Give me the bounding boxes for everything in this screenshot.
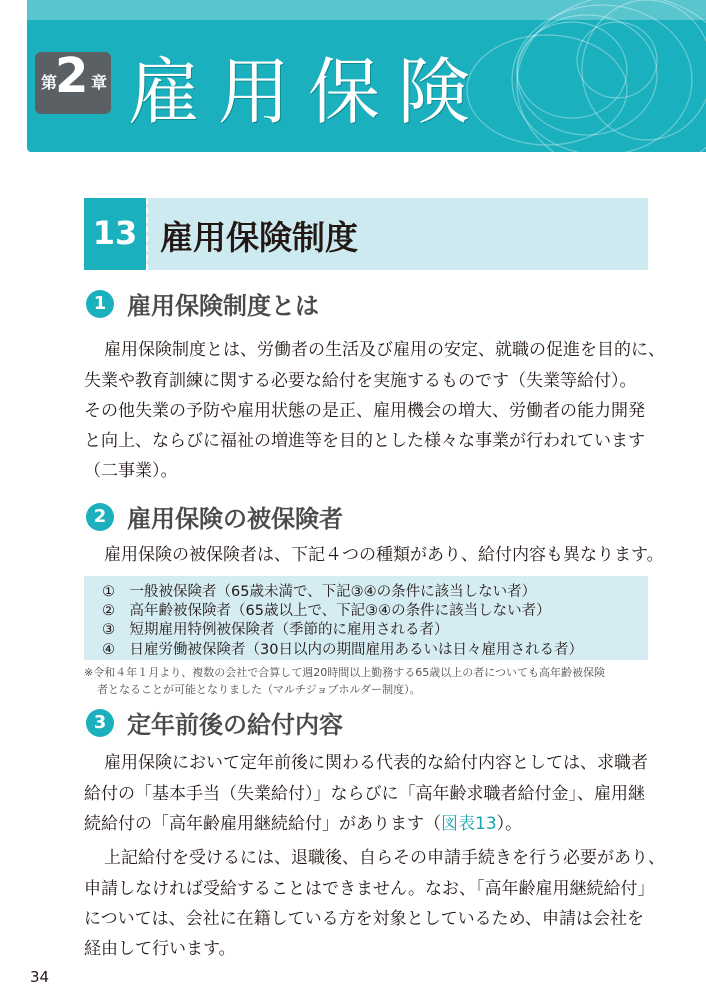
paragraph-line: 失業や教育訓練に関する必要な給付を実施するものです（失業等給付）。 (84, 371, 637, 391)
subsection-title-1: 雇用保険制度とは (127, 292, 319, 320)
chapter-prefix: 第 (41, 73, 58, 92)
paragraph-line: 雇用保険において定年前後に関わる代表的な給付内容としては、求職者 (104, 753, 648, 773)
page-number: 34 (30, 968, 50, 986)
section-title: 雇用保険制度 (160, 218, 358, 257)
footnote-line: ※令和４年１月より、複数の会社で合算して週20時間以上勤務する65歳以上の者についても高年齢被保険 (84, 666, 605, 679)
paragraph-line: 雇用保険制度とは、労働者の生活及び雇用の安定、就職の促進を目的に、 (104, 340, 665, 360)
paragraph-line: 雇用保険の被保険者は、下記４つの種類があり、給付内容も異なります。 (104, 545, 664, 565)
chapter-title: 雇用保険 (128, 50, 489, 134)
list-item: ③ 短期雇用特例被保険者（季節的に雇用される者） (102, 622, 449, 638)
paragraph-line: 経由して行います。 (84, 939, 236, 959)
paragraph-text: 続給付の「高年齢雇用継続給付」があります（ (84, 814, 441, 834)
subsection-title-2: 雇用保険の被保険者 (127, 505, 343, 533)
paragraph-text: ）。 (496, 814, 523, 834)
subsection-title-3: 定年前後の給付内容 (127, 711, 343, 739)
paragraph-line: 申請しなければ受給することはできません。なお、「高年齢雇用継続給付」 (84, 879, 655, 899)
footnote-line: 者となることが可能となりました（マルチジョブホルダー制度）。 (97, 683, 421, 696)
paragraph-line: その他失業の予防や雇用状態の是正、雇用機会の増大、労働者の能力開発 (84, 401, 645, 421)
paragraph-line (84, 809, 522, 840)
paragraph-line: については、会社に在籍している方を対象としているため、申請は会社を (84, 909, 644, 929)
figure-reference-link[interactable]: 図表13 (441, 814, 497, 834)
paragraph-line: 上記給付を受けるには、退職後、自らその申請手続きを行う必要があり、 (104, 848, 665, 868)
list-item: ④ 日雇労働被保険者（30日以内の期間雇用あるいは日々雇用される者） (102, 642, 583, 658)
paragraph-line: 給付の「基本手当（失業給付）」ならびに「高年齢求職者給付金」、雇用継 (84, 784, 645, 804)
chapter-number: 2 (55, 48, 87, 104)
chapter-suffix: 章 (91, 73, 108, 92)
section-number: 13 (92, 214, 138, 252)
list-item: ① 一般被保険者（65歳未満で、下記③④の条件に該当しない者） (102, 584, 537, 600)
paragraph-line: （二事業）。 (84, 461, 178, 481)
list-item: ② 高年齢被保険者（65歳以上で、下記③④の条件に該当しない者） (102, 603, 551, 619)
subsection-number-1: 1 (86, 290, 114, 318)
section-divider (146, 198, 148, 270)
paragraph-line: と向上、ならびに福祉の増進等を目的とした様々な事業が行われています (84, 431, 645, 451)
subsection-number-2: 2 (86, 503, 114, 531)
subsection-number-3: 3 (86, 709, 114, 737)
